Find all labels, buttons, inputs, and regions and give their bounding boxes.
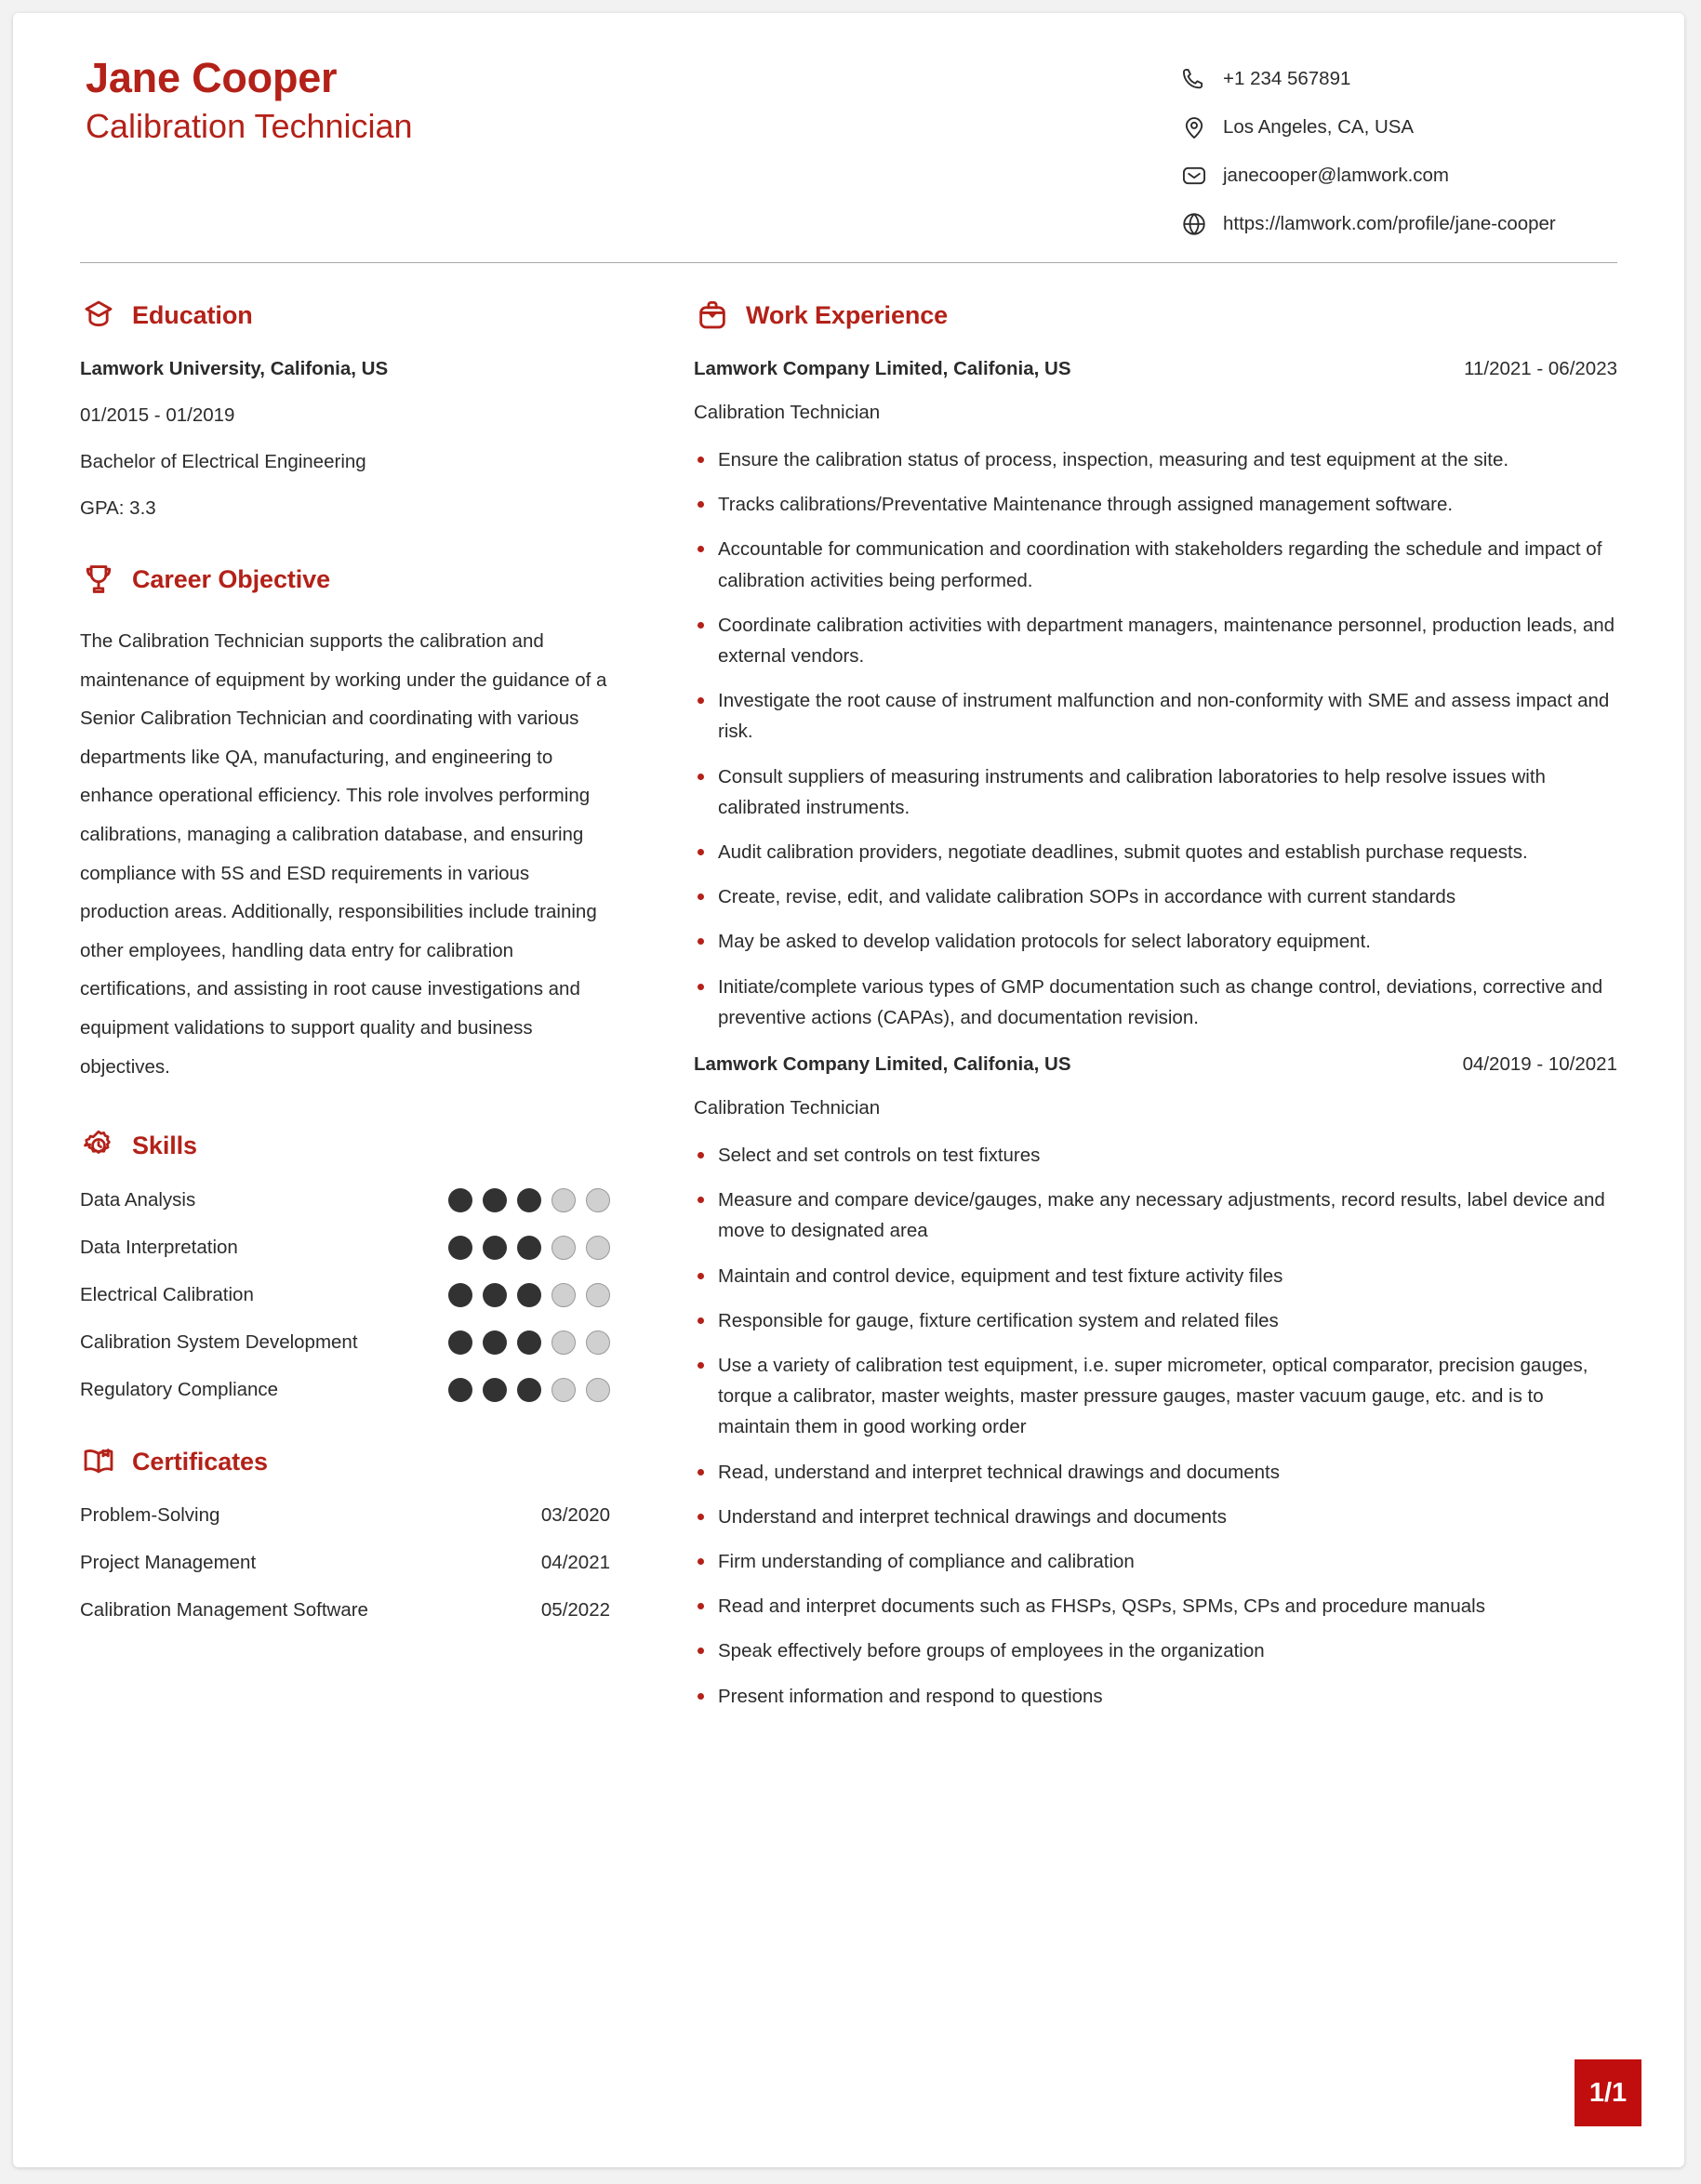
skill-row <box>80 1378 610 1402</box>
certificate-row <box>80 1504 610 1527</box>
rating-dot <box>551 1188 576 1212</box>
section-work-experience <box>694 297 1617 1712</box>
work-experience-header <box>694 297 1617 334</box>
rating-dot <box>448 1330 472 1355</box>
rating-dot <box>483 1188 507 1212</box>
skill-row <box>80 1236 610 1260</box>
certificate-name: Project Management <box>80 1552 257 1574</box>
contact-location <box>1180 113 1617 141</box>
resume-page <box>13 13 1684 2167</box>
certificates-header <box>80 1443 610 1480</box>
skill-name: Calibration System Development <box>80 1331 358 1354</box>
page-number-badge: 1/1 <box>1575 2059 1641 2126</box>
skill-rating <box>448 1236 610 1260</box>
skill-rating <box>448 1330 610 1355</box>
job-role: Calibration Technician <box>694 1097 881 1119</box>
certificate-name: Calibration Management Software <box>80 1599 368 1621</box>
identity-block <box>80 56 413 147</box>
rating-dot <box>483 1378 507 1402</box>
rating-dot <box>586 1188 610 1212</box>
job-bullet: Accountable for communication and coordination with stakeholders regarding the schedule and impact of calibration activities being performed. <box>694 534 1617 595</box>
skill-rating <box>448 1378 610 1402</box>
rating-dot <box>448 1378 472 1402</box>
job-bullet: Ensure the calibration status of process, inspection, measuring and test equipment at the site. <box>694 444 1617 475</box>
skill-name: Regulatory Compliance <box>80 1379 279 1401</box>
certificate-date: 03/2020 <box>540 1504 610 1527</box>
job-bullet: Coordinate calibration activities with department managers, maintenance personnel, production leads, and external vendors. <box>694 610 1617 671</box>
globe-icon <box>1180 210 1208 238</box>
rating-dot <box>448 1188 472 1212</box>
contact-email <box>1180 162 1617 190</box>
contact-website-text: https://lamwork.com/profile/jane-cooper <box>1223 213 1556 234</box>
job-bullet: Measure and compare device/gauges, make any necessary adjustments, record results, label device and move to designated area <box>694 1185 1617 1246</box>
rating-dot <box>551 1236 576 1260</box>
contact-phone-text: +1 234 567891 <box>1223 68 1351 89</box>
job-bullet: Consult suppliers of measuring instruments and calibration laboratories to help resolve issues with calibrated instruments. <box>694 761 1617 823</box>
skills-title: Skills <box>132 1131 197 1159</box>
location-pin-icon <box>1180 113 1208 141</box>
job-company: Lamwork Company Limited, Califonia, US <box>694 1053 1071 1076</box>
rating-dot <box>586 1236 610 1260</box>
section-skills <box>80 1127 610 1402</box>
job-bullet: Speak effectively before groups of employees in the organization <box>694 1635 1617 1666</box>
trophy-icon <box>80 561 117 598</box>
job-bullet: Firm understanding of compliance and calibration <box>694 1546 1617 1577</box>
job-bullet: Read, understand and interpret technical drawings and documents <box>694 1457 1617 1488</box>
job-bullet: Tracks calibrations/Preventative Maintenance through assigned management software. <box>694 489 1617 520</box>
objective-title: Career Objective <box>132 564 331 593</box>
contact-list <box>1180 56 1617 238</box>
open-book-icon <box>80 1443 117 1480</box>
job-bullet: May be asked to develop validation protocols for select laboratory equipment. <box>694 926 1617 957</box>
job-bullet: Understand and interpret technical drawings and documents <box>694 1502 1617 1532</box>
rating-dot <box>551 1283 576 1307</box>
rating-dot <box>586 1330 610 1355</box>
certificate-date: 04/2021 <box>540 1552 610 1574</box>
education-title: Education <box>132 300 253 329</box>
work-experience-title: Work Experience <box>746 300 949 329</box>
rating-dot <box>517 1330 541 1355</box>
job-title: Calibration Technician <box>86 106 413 145</box>
rating-dot <box>517 1378 541 1402</box>
rating-dot <box>586 1378 610 1402</box>
gear-clock-icon <box>80 1127 117 1164</box>
job-bullet: Initiate/complete various types of GMP documentation such as change control, deviations, corrective and preventive actions (CAPAs), and documentation revision. <box>694 972 1617 1033</box>
education-degree: Bachelor of Electrical Engineering <box>80 451 366 472</box>
job-bullet: Present information and respond to questions <box>694 1681 1617 1712</box>
phone-icon <box>1180 65 1208 93</box>
certificate-date: 05/2022 <box>540 1599 610 1621</box>
certificate-name: Problem-Solving <box>80 1504 220 1527</box>
section-certificates <box>80 1443 610 1621</box>
job-bullet-list <box>694 444 1617 1033</box>
objective-text: The Calibration Technician supports the calibration and maintenance of equipment by working under the guidance of a Senior Calibration Technician and coordinating with various departments like QA, manufacturing, and engineering to enhance operational efficiency. This role involves performing calibrations, managing a calibration database, and ensuring compliance with 5S and ESD requirements in various production areas. Additionally, responsibilities include training other employees, handling data entry for calibration certifications, and assisting in root cause investigations and equipment validations to support quality and business objectives. <box>80 630 607 1078</box>
contact-email-text: janecooper@lamwork.com <box>1223 165 1449 186</box>
envelope-icon <box>1180 162 1208 190</box>
briefcase-icon <box>694 297 731 334</box>
certificate-row <box>80 1552 610 1574</box>
education-school: Lamwork University, Califonia, US <box>80 358 389 379</box>
job-entry <box>694 1053 1617 1712</box>
rating-dot <box>517 1236 541 1260</box>
skills-header <box>80 1127 610 1164</box>
resume-header <box>80 13 1617 238</box>
rating-dot <box>448 1236 472 1260</box>
job-header <box>694 358 1617 380</box>
job-bullet: Audit calibration providers, negotiate deadlines, submit quotes and establish purchase requests. <box>694 837 1617 867</box>
skill-rating <box>448 1283 610 1307</box>
job-dates: 11/2021 - 06/2023 <box>1464 358 1617 379</box>
contact-phone <box>1180 65 1617 93</box>
skill-name: Data Interpretation <box>80 1237 238 1259</box>
rating-dot <box>483 1236 507 1260</box>
contact-website <box>1180 210 1617 238</box>
rating-dot <box>551 1330 576 1355</box>
job-bullet: Create, revise, edit, and validate calibration SOPs in accordance with current standards <box>694 881 1617 912</box>
resume-body <box>80 263 1617 1726</box>
job-company: Lamwork Company Limited, Califonia, US <box>694 358 1071 379</box>
right-column <box>638 297 1617 1726</box>
contact-location-text: Los Angeles, CA, USA <box>1223 116 1415 138</box>
job-role: Calibration Technician <box>694 402 881 423</box>
job-bullet: Use a variety of calibration test equipment, i.e. super micrometer, optical comparator, precision gauges, torque a calibrator, master weights, master pressure gauges, master vacuum gauge, etc. and is to maintain them in good working order <box>694 1350 1617 1443</box>
skills-list <box>80 1188 610 1402</box>
education-gpa: GPA: 3.3 <box>80 497 156 519</box>
page-title: Jane Cooper <box>86 54 338 101</box>
certificates-list <box>80 1504 610 1621</box>
skill-row <box>80 1330 610 1355</box>
certificates-title: Certificates <box>132 1447 268 1476</box>
rating-dot <box>551 1378 576 1402</box>
left-column <box>80 297 638 1726</box>
section-education <box>80 297 610 520</box>
skill-row <box>80 1188 610 1212</box>
education-header <box>80 297 610 334</box>
job-entry <box>694 358 1617 1033</box>
job-header <box>694 1053 1617 1076</box>
job-bullet: Maintain and control device, equipment and test fixture activity files <box>694 1261 1617 1291</box>
job-bullet: Select and set controls on test fixtures <box>694 1140 1617 1171</box>
rating-dot <box>517 1188 541 1212</box>
job-bullet-list <box>694 1140 1617 1712</box>
skill-row <box>80 1283 610 1307</box>
rating-dot <box>517 1283 541 1307</box>
objective-header <box>80 561 610 598</box>
certificate-row <box>80 1599 610 1621</box>
graduation-cap-icon <box>80 297 117 334</box>
rating-dot <box>586 1283 610 1307</box>
education-dates: 01/2015 - 01/2019 <box>80 404 235 426</box>
rating-dot <box>448 1283 472 1307</box>
rating-dot <box>483 1330 507 1355</box>
section-career-objective <box>80 561 610 1086</box>
job-dates: 04/2019 - 10/2021 <box>1462 1053 1617 1076</box>
skill-rating <box>448 1188 610 1212</box>
skill-name: Electrical Calibration <box>80 1284 254 1306</box>
job-bullet: Responsible for gauge, fixture certification system and related files <box>694 1305 1617 1336</box>
rating-dot <box>483 1283 507 1307</box>
skill-name: Data Analysis <box>80 1189 196 1211</box>
job-bullet: Read and interpret documents such as FHSPs, QSPs, SPMs, CPs and procedure manuals <box>694 1591 1617 1621</box>
job-bullet: Investigate the root cause of instrument malfunction and non-conformity with SME and assess impact and risk. <box>694 685 1617 747</box>
